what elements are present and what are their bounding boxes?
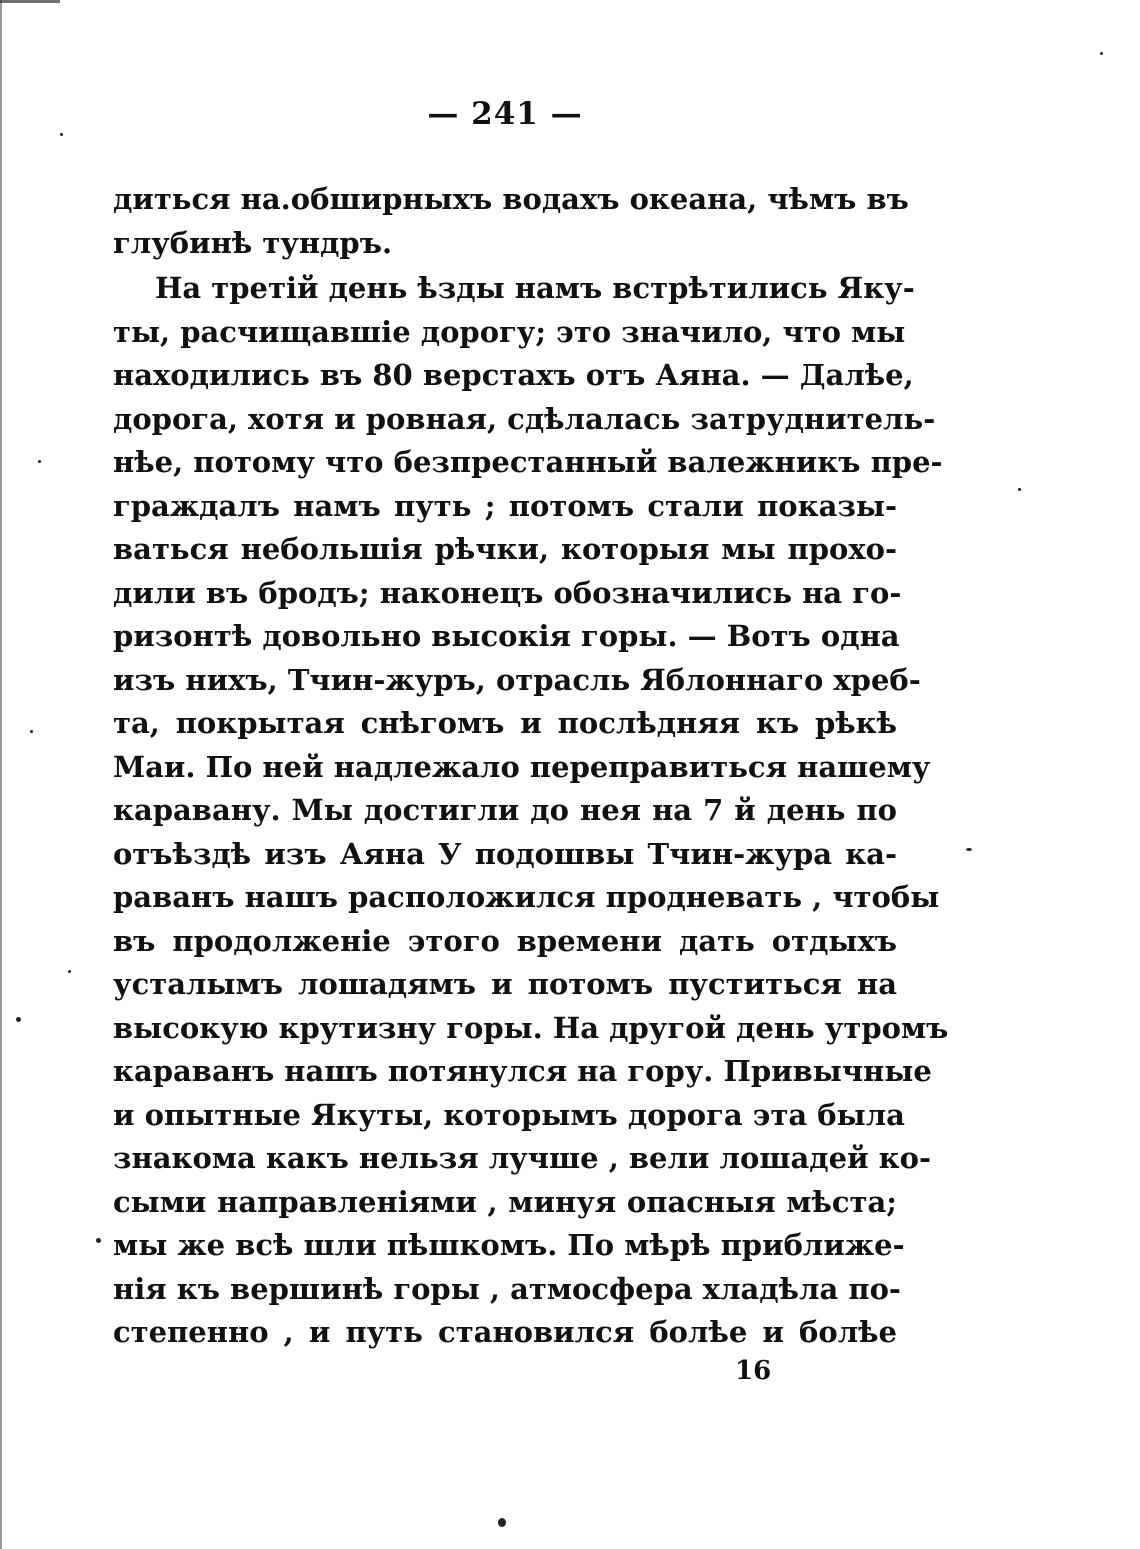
signature-mark: 16 <box>735 1356 772 1386</box>
scan-speck <box>16 1017 21 1022</box>
scan-speck <box>30 730 33 733</box>
text-line: дорога, хотя и ровная, сдѣлалась затруднитель- <box>113 401 936 436</box>
text-line: знакома какъ нельзя лучше , вели лошадей ко- <box>113 1141 931 1175</box>
scan-speck <box>68 970 71 973</box>
text-line: ты, расчищавшіе дорогу; это значило, что мы <box>113 314 906 349</box>
text-line: нѣе, потому что безпрестанный валежникъ пре- <box>113 445 943 479</box>
text-line: высокую крутизну горы. На другой день утромъ <box>113 1010 949 1045</box>
text-line: усталымъ лошадямъ и потомъ пуститься на <box>113 967 897 1001</box>
text-line: граждалъ намъ путь ; потомъ стали показы- <box>113 488 897 523</box>
text-line: Маи. По ней надлежало переправиться нашему <box>113 749 931 784</box>
text-line: каравану. Мы достигли до нея на 7 й день по <box>113 793 897 827</box>
text-line: караванъ нашъ потянулся на гору. Привычные <box>113 1054 932 1088</box>
text-line: мы же всѣ шли пѣшкомъ. По мѣрѣ приближе- <box>113 1228 905 1262</box>
text-line: степенно , и путь становился болѣе и болѣе <box>113 1315 897 1349</box>
scan-speck <box>1018 488 1021 491</box>
scan-speck <box>1100 52 1103 55</box>
scan-speck <box>498 1518 506 1527</box>
text-line: ризонтѣ довольно высокія горы. — Вотъ одна <box>113 619 900 653</box>
text-line: и опытные Якуты, которымъ дорога эта была <box>113 1097 905 1132</box>
text-line: раванъ нашъ расположился продневать , чтобы <box>113 880 940 914</box>
scan-speck <box>96 1238 101 1243</box>
text-line: На третій день ѣзды намъ встрѣтились Яку- <box>155 271 915 305</box>
scan-speck <box>966 848 972 851</box>
text-line: та, покрытая снѣгомъ и послѣдняя къ рѣкѣ <box>113 706 897 740</box>
text-line: дили въ бродъ; наконецъ обозначились на го- <box>113 575 902 610</box>
body-text <box>113 178 949 1355</box>
page-number: — 241 — <box>427 96 583 132</box>
page-edge-left <box>0 0 4 1549</box>
text-line: находились въ 80 верстахъ отъ Аяна. — Далѣе, <box>113 358 914 392</box>
text-line: глубинѣ тундръ. <box>113 225 393 260</box>
scan-speck <box>38 460 41 463</box>
text-line: сыми направленіями , минуя опасныя мѣста; <box>113 1184 897 1219</box>
text-line: ваться небольшія рѣчки, которыя мы прохо- <box>113 532 897 566</box>
text-line: диться на.обширныхъ водахъ океана, чѣмъ въ <box>113 182 909 216</box>
text-line: изъ нихъ, Тчин-журъ, отрасль Яблоннаго хреб- <box>113 662 921 697</box>
text-line: нія къ вершинѣ горы , атмосфера хладѣла по- <box>113 1271 901 1306</box>
text-line: въ продолженіе этого времени дать отдыхъ <box>113 923 897 958</box>
scan-speck <box>60 133 63 136</box>
text-line: отъѣздѣ изъ Аяна У подошвы Тчин-жура ка- <box>113 836 897 871</box>
page-edge-top <box>0 0 60 3</box>
